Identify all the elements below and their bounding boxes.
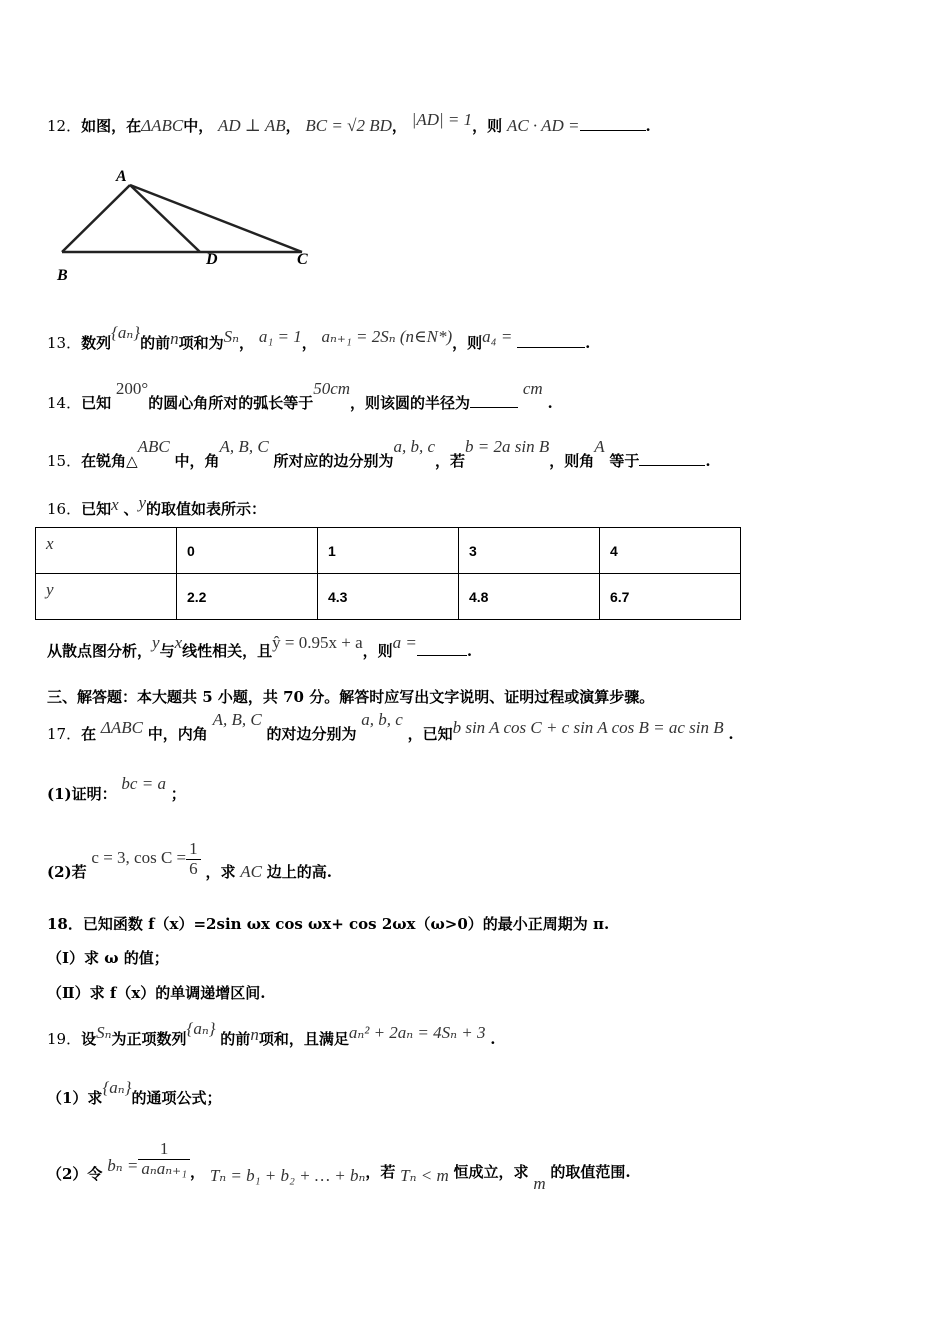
q16-line: 16．已知x 、y的取值如表所示： <box>47 493 267 518</box>
q17-part1: (1)证明： bc = a ； <box>47 774 186 803</box>
answer-blank <box>470 393 518 408</box>
q12-number: 12． <box>47 117 82 135</box>
q14-number: 14． <box>47 394 82 412</box>
table-cell: 3 <box>459 528 600 574</box>
answer-blank <box>580 116 646 131</box>
q19-part2: （2）令 bₙ = $\frac{1}{\text{aₙaₙ₊₁}}$ ， Tₙ = b₁ + b₂ + … + bₙ，若 Tₙ < m 恒成立，求 m 的取值范围. <box>47 1139 631 1194</box>
q13-line: 13．数列{aₙ}的前n项和为Sₙ， a₁ = 1， aₙ₊₁ = 2Sₙ (n∈N*)，则a₄ = . <box>47 323 591 352</box>
q18-line2: （Ⅰ）求 ω 的值； <box>47 949 169 967</box>
table-cell: 4 <box>600 528 741 574</box>
fraction: $\frac{1}{6}$ <box>186 840 201 878</box>
q19-line: 19．设Sₙ为正项数列{aₙ} 的前n项和，且满足aₙ² + 2aₙ = 4Sₙ + 3 . <box>47 1019 496 1048</box>
answer-blank <box>517 333 585 348</box>
answer-blank <box>417 641 467 656</box>
fraction: $\frac{1}{\text{aₙaₙ₊₁}}$ <box>138 1140 190 1178</box>
vertex-label-c: C <box>297 251 308 268</box>
section-3-heading: 三、解答题：本大题共 5 小题，共 70 分。解答时应写出文字说明、证明过程或演算步骤。 <box>47 688 655 706</box>
vertex-label-a: A <box>116 168 127 185</box>
q18-line3: （Ⅱ）求 f（x）的单调递增区间. <box>47 984 266 1002</box>
q19-part1: （1）求{aₙ}的通项公式； <box>47 1078 222 1107</box>
q15-number: 15． <box>47 452 82 470</box>
triangle-figure <box>50 160 330 290</box>
q17-part2: (2)若 c = 3, cos C = $\frac{1}{6}$ ，求 AC 边上的高. <box>47 839 332 882</box>
q15-line: 15．在锐角△ABC 中，角A, B, C 所对应的边分别为a, b, c，若b = 2a sin B，则角A 等于 . <box>47 437 711 470</box>
q12-line: 12．如图，在ΔABC中， AD ⊥ AB， BC = √2 BD， |AD| = 1，则 AC · AD = . <box>47 110 651 135</box>
table-cell: 4.8 <box>459 574 600 620</box>
xy-value-table <box>35 527 741 620</box>
answer-blank <box>639 451 705 466</box>
table-row <box>36 528 741 574</box>
table-cell: 2.2 <box>177 574 318 620</box>
table-header-y: y <box>46 580 54 599</box>
q17-line: 17．在 ΔABC 中，内角 A, B, C 的对边分别为 a, b, c ，已知b sin A cos C + c sin A cos B = ac sin B . <box>47 710 734 743</box>
table-cell: 0 <box>177 528 318 574</box>
vertex-label-b: B <box>57 267 68 284</box>
q14-line: 14．已知 200°的圆心角所对的弧长等于50cm，则该圆的半径为 cm . <box>47 379 553 412</box>
table-cell: 4.3 <box>318 574 459 620</box>
q18-line1: 18．已知函数 f（x）=2sin ωx cos ωx+ cos 2ωx（ω>0）的最小正周期为 π. <box>47 915 610 933</box>
table-cell: 1 <box>318 528 459 574</box>
q13-number: 13． <box>47 334 82 352</box>
q16-number: 16． <box>47 500 82 518</box>
table-header-x: x <box>46 534 54 553</box>
q16-followup: 从散点图分析，y与x线性相关，且ŷ = 0.95x + a，则a = . <box>47 633 473 660</box>
q17-number: 17． <box>47 725 82 743</box>
table-cell: 6.7 <box>600 574 741 620</box>
q19-number: 19． <box>47 1030 82 1048</box>
table-row <box>36 574 741 620</box>
vertex-label-d: D <box>206 251 218 268</box>
